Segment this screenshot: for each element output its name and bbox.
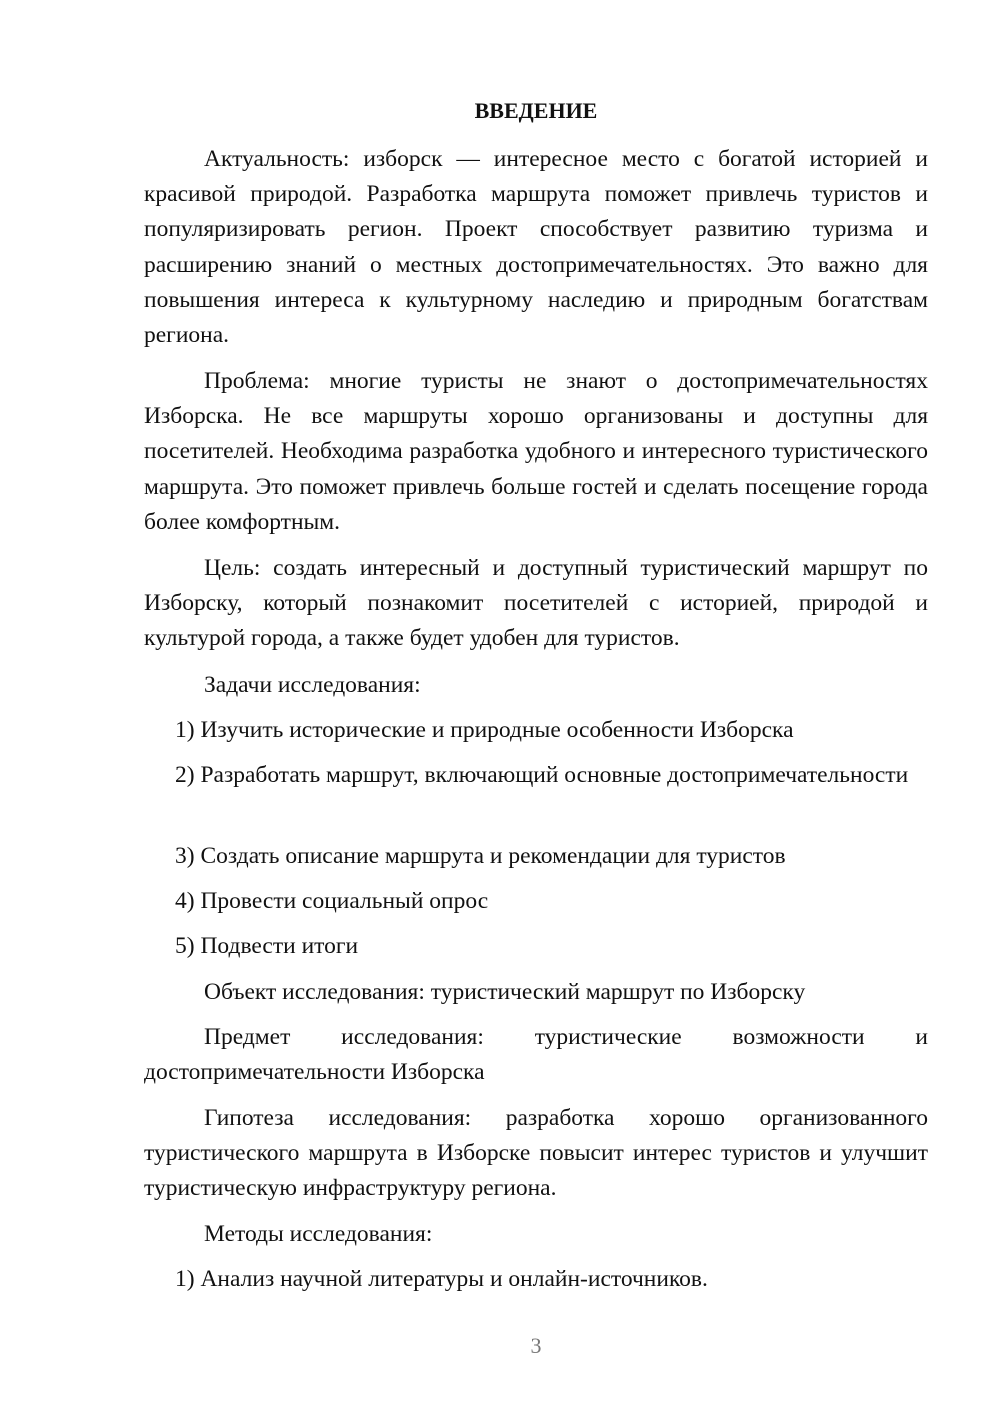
goal-paragraph: Цель: создать интересный и доступный туристический маршрут по Изборску, который познакомит посетителей с историей, природой и культурой города, а также будет удобен для туристов.	[144, 555, 928, 652]
hypothesis-paragraph: Гипотеза исследования: разработка хорошо организованного туристического маршрута в Изборске повысит интерес туристов и улучшит туристическую инфраструктуру региона.	[144, 1105, 928, 1202]
page-number: 3	[530, 1333, 542, 1358]
task-item-2: 2) Разработать маршрут, включающий основные достопримечательности	[175, 762, 909, 788]
tasks-heading: Задачи исследования:	[204, 672, 421, 698]
task-item-5: 5) Подвести итоги	[175, 933, 359, 959]
page-title: ВВЕДЕНИЕ	[474, 98, 598, 123]
task-item-4: 4) Провести социальный опрос	[175, 888, 489, 914]
object-paragraph: Объект исследования: туристический маршрут по Изборску	[204, 979, 806, 1005]
problem-paragraph: Проблема: многие туристы не знают о достопримечательностях Изборска. Не все маршруты хорошо организованы и доступны для посетителей. Необходима разработка удобного и интересного туристического маршрута. Это поможет привлечь больше гостей и сделать посещение города более комфортным.	[144, 368, 928, 535]
subject-paragraph: Предмет исследования: туристические возможности и достопримечательности Изборска	[144, 1024, 928, 1086]
method-item-1: 1) Анализ научной литературы и онлайн-источников.	[175, 1266, 708, 1292]
task-item-3: 3) Создать описание маршрута и рекомендации для туристов	[175, 843, 786, 869]
relevance-paragraph: Актуальность: изборск — интересное место с богатой историей и красивой природой. Разработка маршрута поможет привлечь туристов и популяризировать регион. Проект способствует развитию туризма и расширению знаний о местных достопримечательностях. Это важно для повышения интереса к культурному наследию и природным богатствам региона.	[144, 146, 928, 349]
task-item-1: 1) Изучить исторические и природные особенности Изборска	[175, 717, 794, 743]
methods-heading: Методы исследования:	[204, 1221, 433, 1247]
